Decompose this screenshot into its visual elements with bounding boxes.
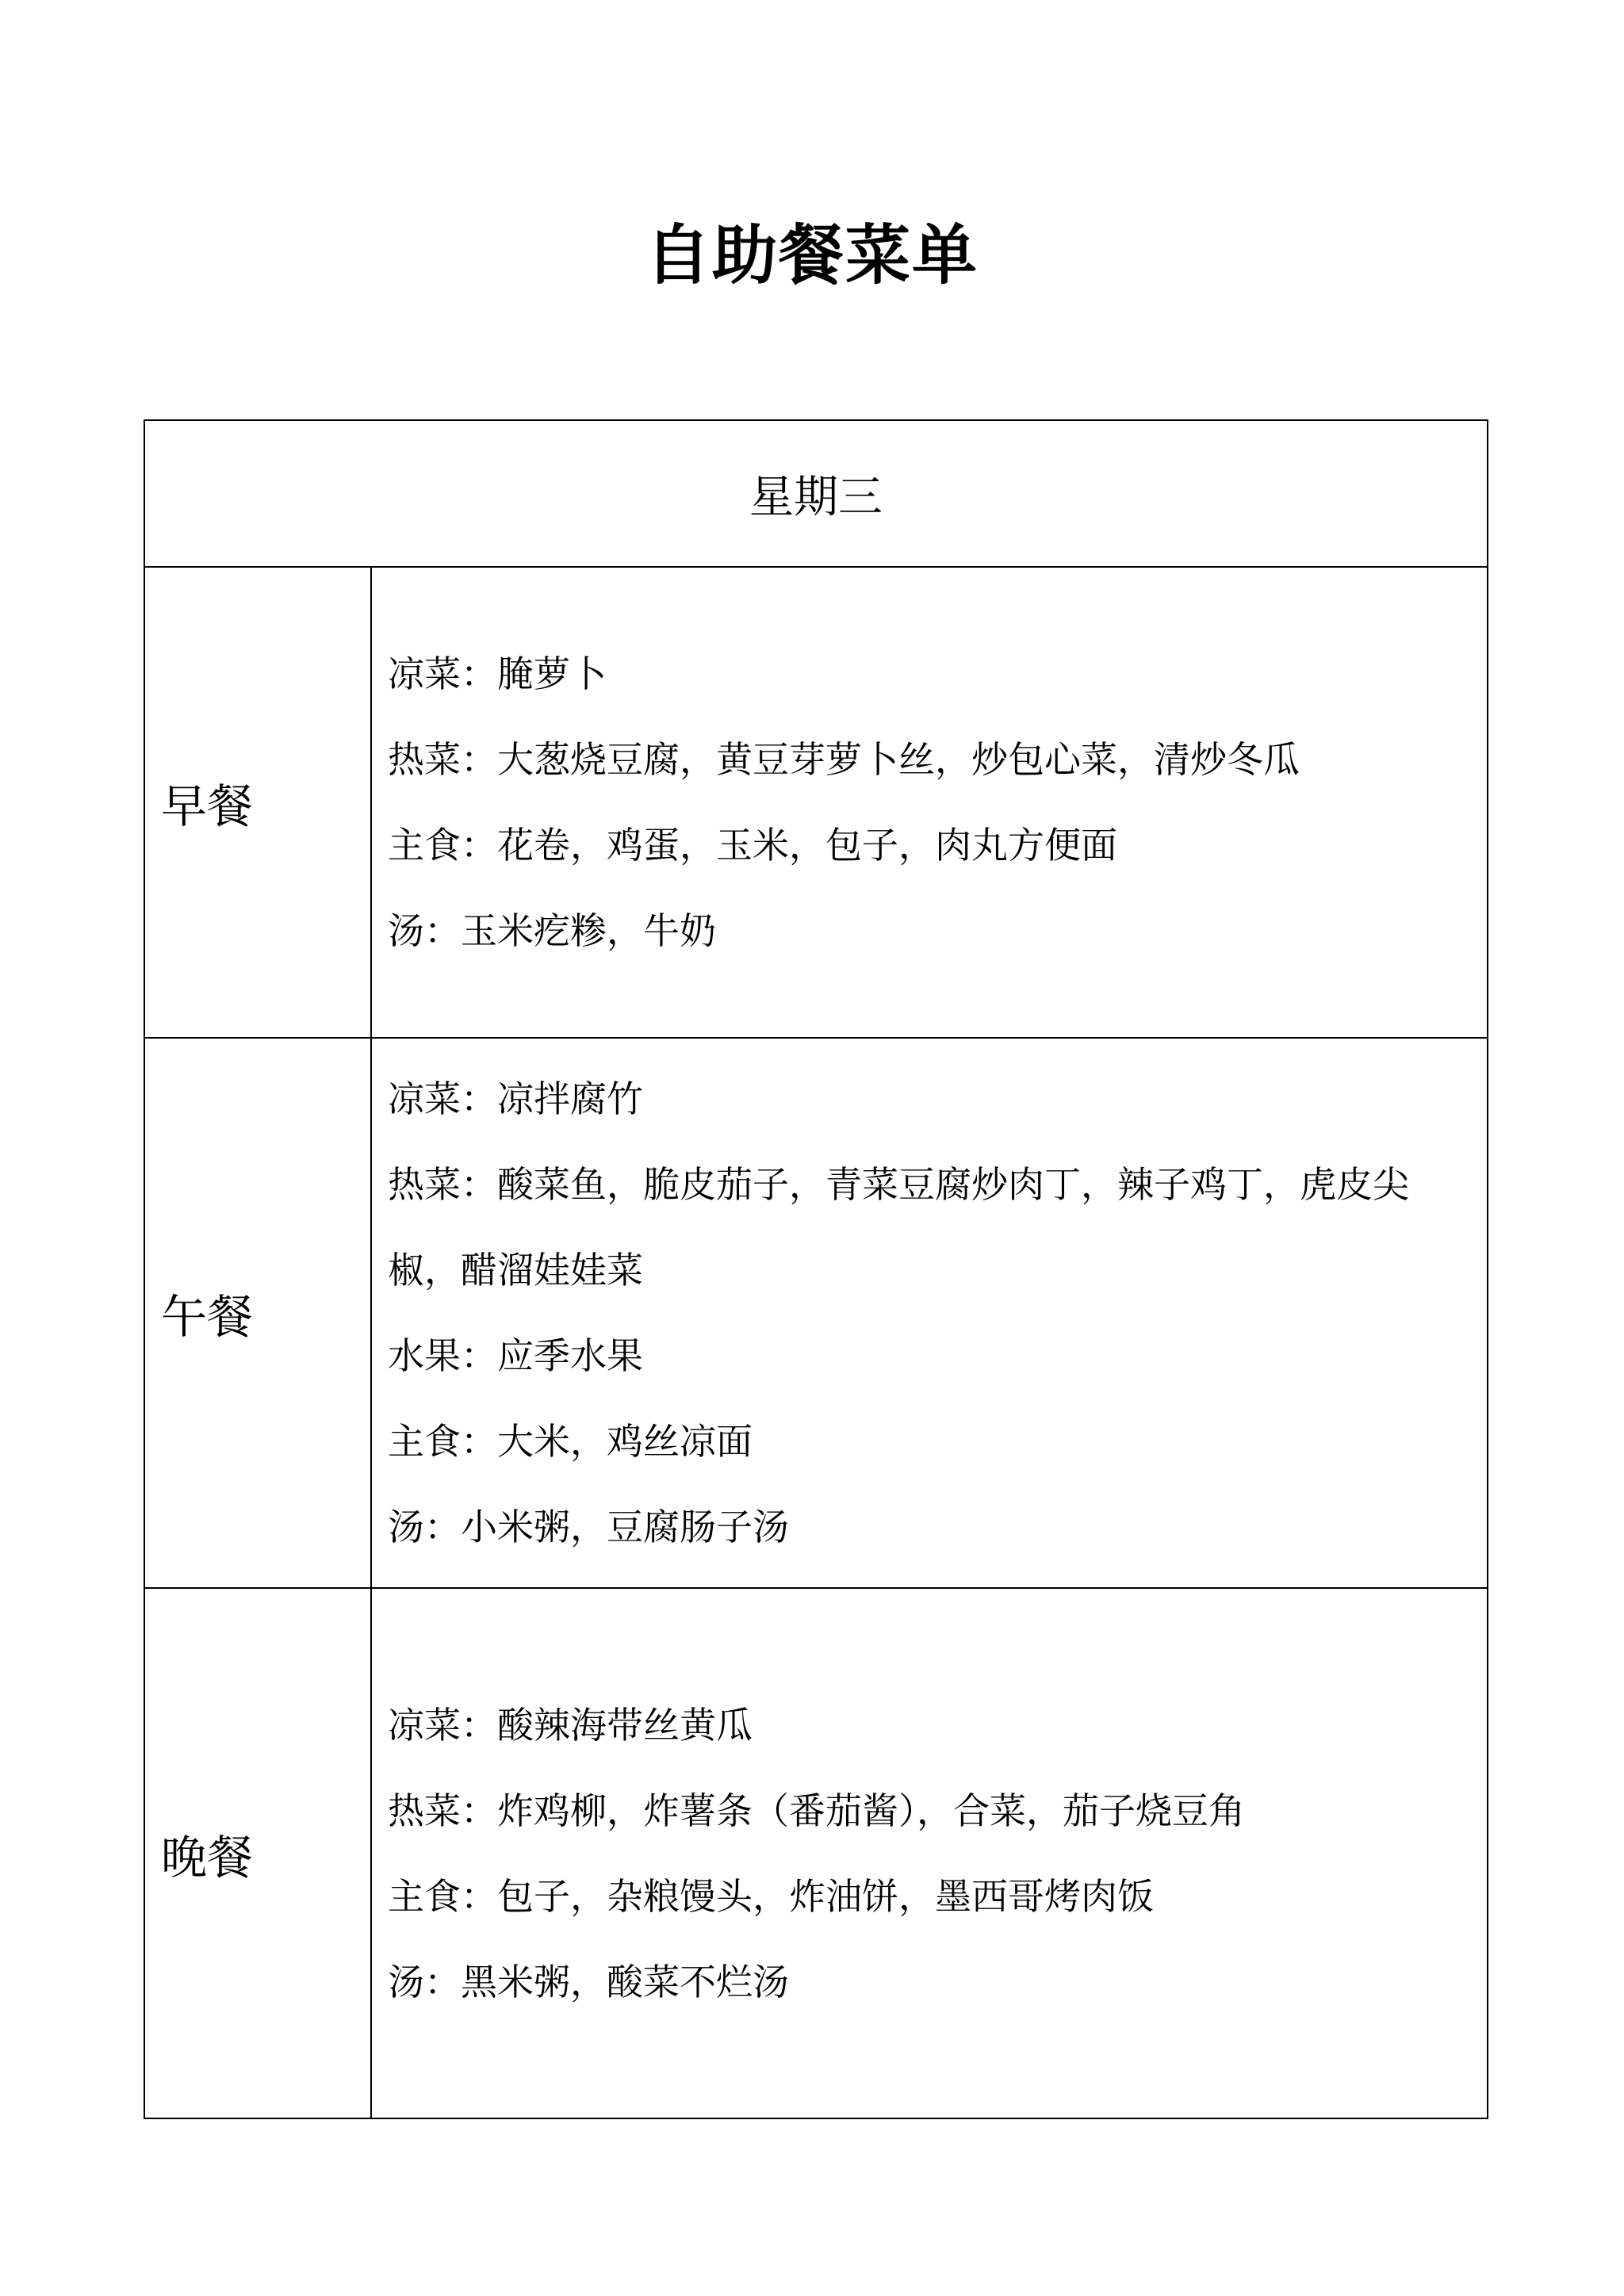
menu-item: 热菜：大葱烧豆腐，黄豆芽萝卜丝，炒包心菜，清炒冬瓜 <box>388 738 1300 781</box>
menu-item: 主食：大米，鸡丝凉面 <box>388 1420 753 1463</box>
menu-item: 水果：应季水果 <box>388 1334 643 1377</box>
menu-item: 汤：小米粥，豆腐肠子汤 <box>388 1506 789 1548</box>
meal-label-breakfast: 早餐 <box>144 567 371 1038</box>
day-header: 星期三 <box>144 420 1488 567</box>
menu-item: 主食：包子，杂粮馒头，炸油饼，墨西哥烤肉饭 <box>388 1874 1154 1918</box>
meal-items-lunch <box>371 1038 1488 1588</box>
meal-row-dinner <box>144 1588 1488 2118</box>
menu-table <box>144 419 1488 2119</box>
meal-label-lunch: 午餐 <box>144 1038 371 1588</box>
menu-item: 凉菜：腌萝卜 <box>388 652 607 695</box>
meal-row-lunch <box>144 1038 1488 1588</box>
menu-item: 汤：玉米疙糁，牛奶 <box>388 909 716 952</box>
menu-item: 凉菜：凉拌腐竹 <box>388 1077 643 1120</box>
menu-item: 汤：黑米粥，酸菜不烂汤 <box>388 1960 789 2003</box>
page-title: 自助餐菜单 <box>645 218 979 293</box>
meal-items-dinner <box>371 1588 1488 2118</box>
menu-item: 热菜：酸菜鱼，脆皮茄子，青菜豆腐炒肉丁，辣子鸡丁，虎皮尖椒，醋溜娃娃菜 <box>388 1163 1409 1292</box>
day-header-row <box>144 420 1488 567</box>
menu-item: 热菜：炸鸡柳，炸薯条（番茄酱），合菜，茄子烧豆角 <box>388 1789 1245 1832</box>
meal-items-breakfast <box>371 567 1488 1038</box>
meal-label-dinner: 晚餐 <box>144 1588 371 2118</box>
meal-row-breakfast <box>144 567 1488 1038</box>
menu-item: 凉菜：酸辣海带丝黄瓜 <box>388 1703 753 1747</box>
menu-item: 主食：花卷，鸡蛋，玉米，包子，肉丸方便面 <box>388 824 1117 867</box>
